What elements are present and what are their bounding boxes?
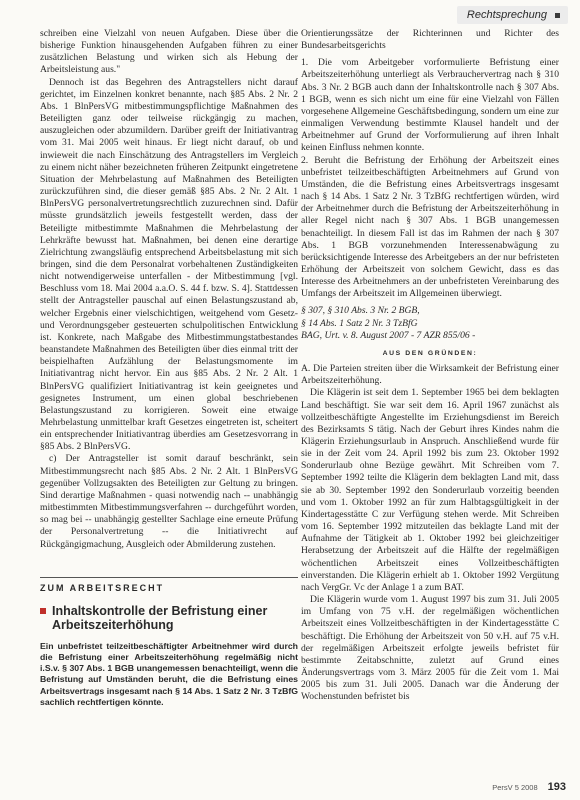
red-bullet-icon bbox=[40, 608, 46, 614]
left-paragraph-3: c) Der Antragsteller ist somit darauf beschränkt, sein Mitbestimmungsrecht nach §85 Abs. 2 Nr. 2 Alt. 1 BlnPersVG gegenüber Vollzugsakten des Beteiligten zur Geltung zu bringen. Sind derartige Maßnahmen - quasi notwendig nach -- unabhängig mitbestimmten Mitbestimmungsverfahren -- durchgeführt worden, so mag bei -- unabhängig gestellter Sachlage eine erneute Prüfung der Personalvertretung -- die Initiativrecht auf Rückgängigmachung, Ausgleich oder Abmilderung zustehen. bbox=[40, 453, 298, 550]
left-paragraph-1: schreiben eine Vielzahl von neuen Aufgaben. Diese über die bisherige Funktion hinausgehenden Aufgaben führen zu einer zusätzlichen Belastung und wirken sich als Hebung der Arbeitsleistung aus." bbox=[40, 28, 298, 76]
guiding-principle-1: 1. Die vom Arbeitgeber vorformulierte Befristung einer Arbeitszeiterhöhung unterliegt als Verbrauchervertrag nach § 310 Abs. 3 Nr. 2 BGB auch dann der Inhaltskontrolle nach § 307 Abs. 1 BGB, wenn es sich nicht um eine für eine Vielzahl von Fällen vorgesehene Allgemeine Geschäftsbedingung, sondern um eine zur einmaligen Verwendung bestimmte Klausel handelt und der Arbeitnehmer auf Grund der Vorformulierung auf ihren Inhalt keinen Einfluss nehmen konnte. bbox=[301, 57, 559, 154]
square-bullet-icon bbox=[555, 13, 560, 18]
reasons-subheading: AUS DEN GRÜNDEN: bbox=[382, 349, 478, 357]
left-column bbox=[40, 28, 298, 708]
norm-citation-2: § 14 Abs. 1 Satz 2 Nr. 3 TzBfG bbox=[301, 317, 418, 329]
article-abstract: Ein unbefristet teilzeitbeschäftigter Arbeitnehmer wird durch die Befristung einer Arbeitszeiterhöhung regelmäßig nicht i.S.v. § 307 Abs. 1 BGB unangemessen benachteiligt, wenn die Befristung auf Umständen beruht, die die Befristung eines Arbeitsvertrags insgesamt nach § 14 Abs. 1 Satz 2 Nr. 3 TzBfG sachlich rechtfertigen könnte. bbox=[40, 640, 298, 707]
section-label: ZUM ARBEITSRECHT bbox=[40, 577, 298, 594]
journal-reference: PersV 5 2008 bbox=[492, 783, 538, 792]
right-paragraph-history: Die Klägerin wurde vom 1. August 1997 bis zum 31. Juli 2005 im Umfang von 75 v.H. der regelmäßigen wöchentlichen Arbeitszeit eines Vollzeitbeschäftigten in der Kindertagesstätte C beschäftigt. Die Erhöhung der Arbeitszeit von 50 v.H. auf 75 v.H. der regelmäßigen Arbeitszeit erfolgte jeweils befristet für bestimmte Zeitabschnitte, zuletzt auf Grund eines Änderungsvertrags vom 3. März 2005 für die Zeit vom 1. Mai 2005 bis zum 31. Juli 2005. Danach war die Änderung der Wochenstunden befristet bis bbox=[301, 594, 559, 703]
case-reference: BAG, Urt. v. 8. August 2007 - 7 AZR 855/06 - bbox=[301, 329, 476, 341]
section-header-label: Rechtsprechung bbox=[466, 9, 547, 21]
section-header-tag bbox=[457, 6, 568, 24]
norm-citation-1: § 307, § 310 Abs. 3 Nr. 2 BGB, bbox=[301, 305, 420, 317]
article-title bbox=[40, 604, 298, 633]
right-column bbox=[301, 28, 559, 703]
right-paragraph-a: A. Die Parteien streiten über die Wirksamkeit der Befristung einer Arbeitszeiterhöhung. bbox=[301, 363, 559, 387]
article-title-text: Inhaltskontrolle der Befristung einer Arbeitszeiterhöhung bbox=[52, 603, 268, 633]
guiding-principle-2: 2. Beruht die Befristung der Erhöhung der Arbeitszeit eines unbefristet teilzeitbeschäftigten Arbeitnehmers auf Grund von Umständen, die die Befristung eines Arbeitsvertrags insgesamt nach § 14 Abs. 1 Satz 2 Nr. 3 TzBfG rechtfertigen würden, wird der Arbeitnehmer durch die Befristung der Arbeitszeiterhöhung in aller Regel nicht nach § 307 Abs. 1 BGB unangemessen benachteiligt. In diesem Fall ist das im Rahmen der nach § 307 Abs. 1 BGB vorzunehmenden Interessenabwägung zu berücksichtigende Interesse des Arbeitgebers an der nur befristeten Erhöhung der Arbeitszeit von solchem Gewicht, dass es das Interesse des Arbeitnehmers an der unbefristeten Vereinbarung des Umfangs der Arbeitszeit im Allgemeinen überwiegt. bbox=[301, 154, 559, 300]
right-paragraph-facts: Die Klägerin ist seit dem 1. September 1965 bei dem beklagten Land beschäftigt. Sie war seit dem 16. April 1967 zunächst als vollzeitbeschäftigte Angestellte im Erziehungsdienst im Bereich des Bezirksamts S tätig. Nach der Geburt ihres Kindes nahm die Klägerin Erziehungsurlaub in Anspruch. Anschließend wurde für sie in der Zeit vom 24. April 1992 bis zum 23. Oktober 1992 Sonderurlaub ohne Bezüge gewährt. Mit Schreiben vom 7. September 1992 teilte die Klägerin dem beklagten Land mit, dass sie ab 30. September 1992 den Sonderurlaub vorzeitig beenden und vom 1. Oktober 1992 an für zum Halbtagsgültigkeit in der Kindertagesstätte C zur Verfügung stehen werde. Mit Schreiben vom 16. September 1992 mitzuteilen das beklagte Land mit der Aufnahme der Tätigkeit ab 1. Oktober 1992 bei gleichzeitiger Herabsetzung der Arbeitszeit auf die Hälfte der regelmäßigen wöchentlichen Arbeitszeit eines Vollzeitbeschäftigten einverstanden. Die Klägerin erhielt ab 1. Oktober 1992 Vergütung nach VergGr. Vc der Anlage 1 a zum BAT. bbox=[301, 387, 559, 593]
left-paragraph-2: Dennoch ist das Begehren des Antragstellers nicht darauf gerichtet, im Einzelnen konkret benannte, nach §85 Abs. 2 Nr. 2 Abs. 1 BlnPersVG mitbestimmungspflichtige Maßnahmen des Beteiligten ganz oder teilweise rückgängig zu machen, auszugleichen oder abzumildern. Darüber greift der Initiativantrag vom 31. Mai 2005 weit hinaus. Er liegt nicht darauf, ob und inwieweit die nach Einschätzung des Antragstellers im Vergleich zu einem nicht näher bezeichneten früheren Zeitpunkt eingetretene Situation der Mehrbelastung auf Maßnahmen des Beteiligten zurückzuführen sind, die dieser gemäß §85 Abs. 2 Nr. 2 Alt. 1 BlnPersVG personalvertretungsrechtlich zuzurechnen sind. Dafür müsste grundsätzlich jeweils festgestellt werden, dass der Beteiligte mitbestimmte Maßnahmen die Mehrbelastung der Lehrkräfte bewusst hat. Maßnahmen, bei denen eine derartige Zielrichtung zwangsläufig entsprechend Arbeitsbelastung mit sich bringen, sind die dem Personalrat vorbehaltenen Zuständigkeiten nicht notwendigerweise unterfallen - der Mitbestimmung [vgl. Beschluss vom 18. Mai 2004 a.a.O. S. 44 f. bzw. S. 4]. Stattdessen stellt der Antragsteller pauschal auf einen Belastungszustand ab, welcher Ergebnis einer vielschichtigen, weitgehend vom Gesetz- und Verordnungsgeber gesteuerten schulpolitischen Entwicklung ist. Konkrete, nach Maßgabe des Mitbestimmungstatbestandes beanstandete Maßnahmen des Beteiligten über dies einmal tritt der beispielhaften Aufzählung der Belastungsmomente im Initiativantrag nicht hervor. Ein aus §85 Abs. 2 Nr. 2 Alt. 1 BlnPersVG qualifiziert Initiativantrag ist kein geeignetes und gesignetes Instrument, um einen global beschriebenen Belastungszustand zu korrigieren. Soweit eine etwaige Mehrbelastung unmittelbar kraft Gesetzes eingetreten ist, scheitert ein entsprechender Initiativantrag überdies am Gesetzesvorrang in §85 Abs. 2 BlnPersVG. bbox=[40, 76, 298, 453]
page-number: 193 bbox=[547, 781, 566, 793]
orientation-heading: Orientierungssätze der Richterinnen und Richter des Bundesarbeitsgerichts bbox=[301, 28, 559, 52]
page-footer bbox=[492, 781, 566, 793]
